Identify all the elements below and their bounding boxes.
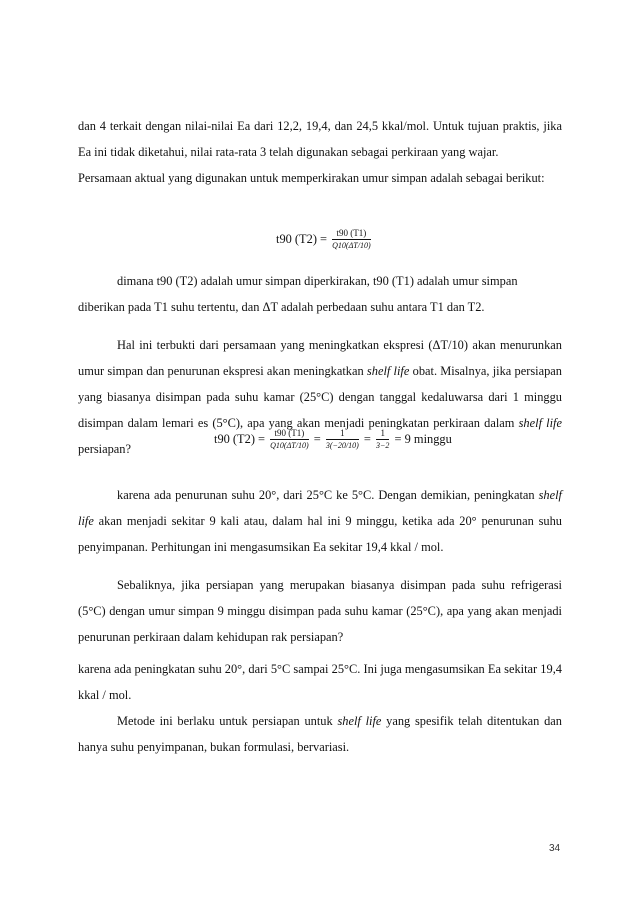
page-number: 34 [549,843,561,854]
paragraph-temperature-increase: karena ada peningkatan suhu 20°, dari 5°C sampai 25°C. Ini juga mengasumsikan Ea sekitar 19,4 kkal / mol. [78,662,562,702]
equation-numerator: t90 (T1) [270,428,308,440]
equation-numerator: 1 [376,428,389,440]
text-segment: Hal ini terbukti dari persamaan yang meningkatkan ekspresi (ΔT/10) akan menurunkan umur simpan dan penurunan ekspresi akan meningkatkan [78,338,562,378]
paragraph-where-line2: diberikan pada T1 suhu tertentu, dan ΔT adalah perbedaan suhu antara T1 dan T2. [78,300,485,314]
paragraph-conversely: Sebaliknya, jika persiapan yang merupakan biasanya disimpan pada suhu refrigerasi (5°C) dengan umur simpan 9 minggu disimpan pada suhu kamar (25°C), apa yang akan menjadi penurunan perkiraan dalam kehidupan rak persiapan? [78,578,562,644]
paragraph-temperature-decrease [78,482,562,560]
paragraph-method-note [78,708,562,760]
text-segment: Metode ini berlaku untuk persiapan untuk [117,714,338,728]
text-segment: yang spesifik telah ditentukan dan hanya suhu penyimpanan, bukan formulasi, bervariasi. [78,714,562,754]
paragraph-equation-intro: Persamaan aktual yang digunakan untuk memperkirakan umur simpan adalah sebagai berikut: [78,171,545,185]
text-segment: obat. Misalnya, jika persiapan yang biasanya disimpan pada suhu kamar (25°C) dengan tanggal kedaluwarsa dari 1 minggu disimpan dalam lemari es (5°C), apa yang akan menjadi peningkatan perkiraan dalam [78,364,562,430]
equation-fraction [332,228,370,252]
equation-example [214,428,452,452]
italic-term: shelf life [518,416,563,430]
equation-denominator: 3(−20/10) [325,441,359,450]
equation-fraction-1 [270,428,308,452]
paragraph-where-line1: dimana t90 (T2) adalah umur simpan diperkirakan, t90 (T1) adalah umur simpan [117,274,518,288]
text-segment: akan menjadi sekitar 9 kali atau, dalam hal ini 9 minggu, ketika ada 20° penurunan suhu penyimpanan. Perhitungan ini mengasumsikan Ea sekitar 19,4 kkal / mol. [78,514,562,554]
equation-numerator: 1 [326,428,359,440]
equation-denominator: 3−2 [376,441,390,450]
equation-equals: = [313,431,321,446]
equation-shelf-life [276,228,373,252]
equation-lhs: t90 (T2) = [276,231,328,246]
equation-denominator: Q10(ΔT/10) [270,441,309,450]
equation-result: = 9 minggu [394,431,452,446]
italic-term: shelf life [366,364,410,378]
equation-numerator: t90 (T1) [332,228,370,240]
italic-term: shelf life [78,488,562,528]
equation-lhs: t90 (T2) = [214,431,266,446]
equation-denominator: Q10(ΔT/10) [332,241,371,250]
equation-fraction-3 [376,428,389,452]
text-segment: persiapan? [78,442,131,456]
equation-fraction-2 [326,428,359,452]
equation-equals: = [363,431,371,446]
italic-term: shelf life [337,714,382,728]
paragraph-ea-values: dan 4 terkait dengan nilai-nilai Ea dari 12,2, 19,4, dan 24,5 kkal/mol. Untuk tujuan praktis, jika Ea ini tidak diketahui, nilai rata-rata 3 telah digunakan sebagai perkiraan yang wajar. [78,119,562,159]
text-segment: karena ada penurunan suhu 20°, dari 25°C ke 5°C. Dengan demikian, peningkatan [117,488,539,502]
